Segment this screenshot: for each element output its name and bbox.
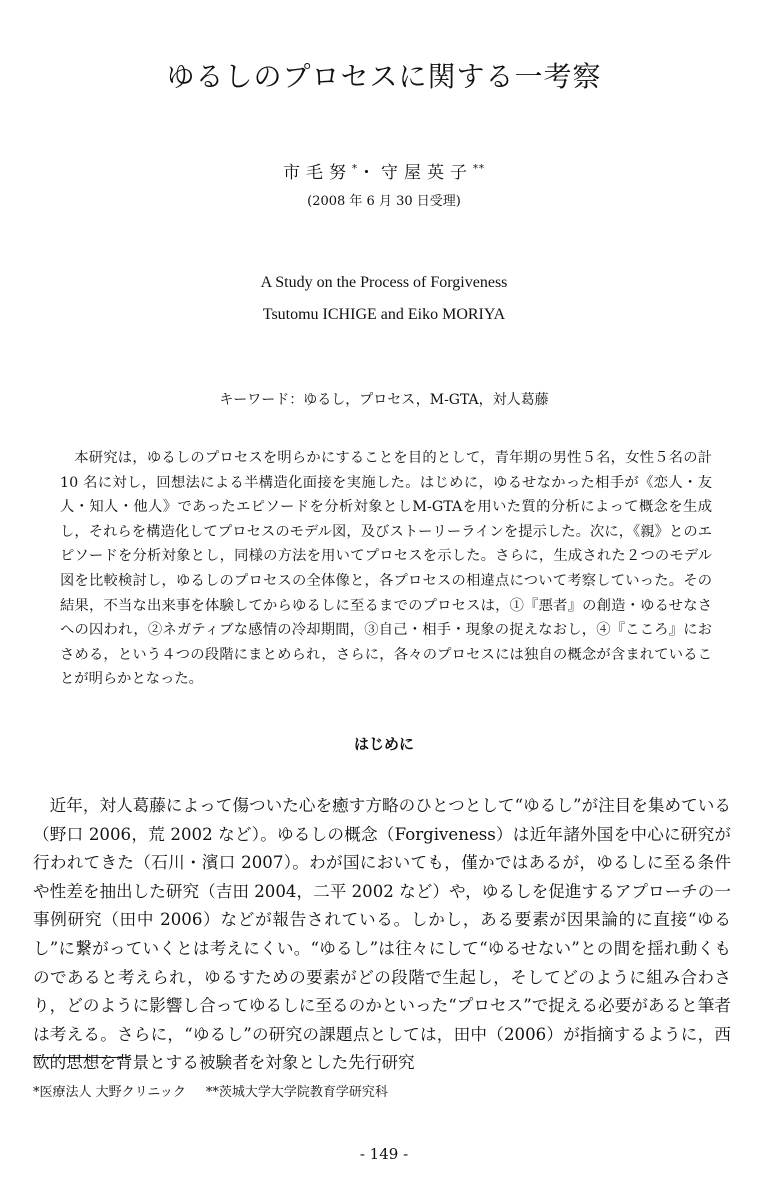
english-authors: Tsutomu ICHIGE and Eiko MORIYA [262,306,506,323]
section-heading: はじめに [353,735,414,753]
author-separator: ・ [358,163,381,183]
abstract: 本研究は，ゆるしのプロセスを明らかにすることを目的として，青年期の男性５名，女性５名の計 10 名に対し，回想法による半構造化面接を実施した。はじめに，ゆるせなかった相手が《恋人・友人・知人・他人》であったエピソードを分析対象としM-GTAを用いた質的分析によって概念を生成し，それらを構造化してプロセスのモデル図，及びストーリーラインを提示した。次に，《親》とのエピソードを分析対象とし，同様の方法を用いてプロセスを示した。さらに，生成された２つのモデル図を比較検討し，ゆるしのプロセスの全体像と，各プロセスの相違点について考察していった。その結果，不当な出来事を体験してからゆるしに至るまでのプロセスは，①『悪者』の創造・ゆるせなさへの囚われ，②ネガティブな感情の冷却期間，③自己・相手・現象の捉えなおし，④『こころ』におさめる，という４つの段階にまとめられ，さらに，各々のプロセスには独自の概念が含まれていることが明らかとなった。 [60,450,712,688]
affiliation-mark: ** [473,163,485,175]
footnote: **茨城大学大学院教育学研究科 [205,1085,388,1100]
affiliation-mark: * [352,163,358,175]
english-title: A Study on the Process of Forgiveness [260,274,508,291]
author-line [0,158,768,183]
body-paragraph: 近年，対人葛藤によって傷ついた心を癒す方略のひとつとして“ゆるし”が注目を集めている（野口 2006，荒 2002 など）。ゆるしの概念（Forgiveness）は近年諸外国を中心に研究が行われてきた（石川・濱口 2007）。わが国においても，僅かではあるが，ゆるしに至る条件や性差を抽出した研究（吉田 2004，二平 2002 など）や，ゆるしを促進するアプローチの一事例研究（田中 2006）などが報告されている。しかし，ある要素が因果論的に直接“ゆるし”に繋がっていくとは考えにくい。“ゆるし”は往々にして“ゆるせない”との間を揺れ動くものであると考えられ，ゆるすための要素がどの段階で生起し，そしてどのように組み合わさり，どのように影響し合ってゆるしに至るのかといった“プロセス”で捉える必要があると筆者は考える。さらに，“ゆるし”の研究の課題点としては，田中（2006）が指摘するように，西欧的思想を背景とする被験者を対象とした先行研究 [33,796,731,1073]
keywords: キーワード：ゆるし，プロセス，M-GTA，対人葛藤 [219,392,549,408]
page-number: - 149 - [359,1145,409,1163]
footnote: *医療法人 大野クリニック [33,1085,186,1100]
footnote-divider [33,1057,130,1058]
footnotes [33,1081,388,1100]
received-date: (2008 年 6 月 30 日受理) [307,194,461,209]
paper-title: ゆるしのプロセスに関する一考察 [166,60,602,93]
author-name: 守屋英子 [381,163,473,183]
author-name: 市毛努 [283,163,352,183]
